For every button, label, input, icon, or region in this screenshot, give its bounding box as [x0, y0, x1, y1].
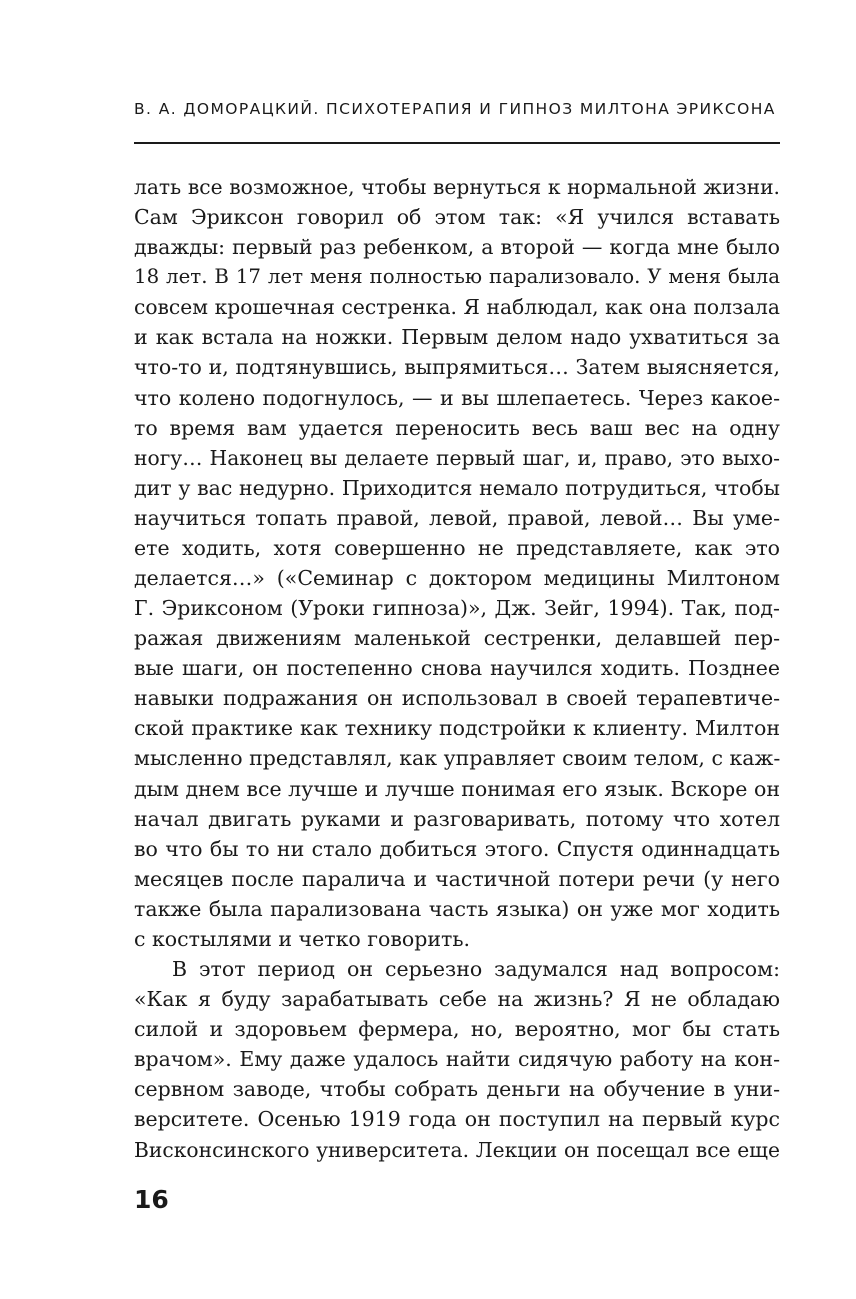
text-line: вые шаги, он постепенно снова научился ходить. Позднее — [134, 656, 780, 681]
text-line: совсем крошечная сестренка. Я наблюдал, как она ползала — [134, 295, 780, 320]
text-line: силой и здоровьем фермера, но, вероятно, мог бы стать — [134, 1017, 780, 1042]
text-line: научиться топать правой, левой, правой, левой… Вы уме- — [134, 505, 780, 530]
text-line: В этот период он серьезно задумался над вопросом: — [172, 957, 780, 982]
text-line: Висконсинского университета. Лекции он посещал все еще — [134, 1137, 780, 1162]
text-line: с костылями и четко говорить. — [134, 926, 471, 951]
text-line: «Как я буду зарабатывать себе на жизнь? Я не обладаю — [134, 987, 780, 1012]
text-line: и как встала на ножки. Первым делом надо ухватиться за — [134, 325, 780, 350]
text-line: во что бы то ни стало добиться этого. Спустя одиннадцать — [134, 836, 780, 861]
text-line: 18 лет. В 17 лет меня полностью парализовало. У меня была — [134, 265, 780, 289]
text-line: навыки подражания он использовал в своей терапевтиче- — [134, 686, 780, 711]
text-line: врачом». Ему даже удалось найти сидячую работу на кон- — [134, 1047, 780, 1072]
body-text — [134, 172, 780, 1165]
text-line: Сам Эриксон говорил об этом так: «Я учился вставать — [134, 205, 780, 230]
text-line: верситете. Осенью 1919 года он поступил на первый курс — [134, 1107, 780, 1132]
text-line: лать все возможное, чтобы вернуться к нормальной жизни. — [134, 175, 780, 199]
text-line: ете ходить, хотя совершенно не представляете, как это — [134, 535, 780, 560]
text-line: месяцев после паралича и частичной потери речи (у него — [134, 866, 780, 891]
text-line: то время вам удается переносить весь ваш вес на одну — [134, 415, 780, 440]
text-line: сервном заводе, чтобы собрать деньги на обучение в уни- — [134, 1077, 780, 1102]
text-line: Г. Эриксоном (Уроки гипноза)», Дж. Зейг, 1994). Так, под- — [134, 596, 780, 621]
text-line: ской практике как технику подстройки к клиенту. Милтон — [134, 716, 780, 741]
text-line: дит у вас недурно. Приходится немало потрудиться, чтобы — [134, 475, 780, 500]
text-line: мысленно представлял, как управляет своим телом, с каж- — [134, 746, 781, 771]
text-line: делается…» («Семинар с доктором медицины Милтоном — [134, 566, 780, 591]
running-head: В. А. ДОМОРАЦКИЙ. ПСИХОТЕРАПИЯ И ГИПНОЗ МИЛТОНА ЭРИКСОНА — [134, 100, 776, 118]
text-line: ногу… Наконец вы делаете первый шаг, и, право, это выхо- — [134, 445, 780, 470]
page-number: 16 — [134, 1185, 169, 1214]
text-line: что колено подогнулось, — и вы шлепаетесь. Через какое- — [134, 385, 780, 410]
text-line: также была парализована часть языка) он уже мог ходить — [134, 896, 780, 921]
text-line: ражая движениям маленькой сестренки, делавшей пер- — [134, 626, 780, 651]
text-line: начал двигать руками и разговаривать, потому что хотел — [134, 806, 780, 831]
text-line: дважды: первый раз ребенком, а второй — когда мне было — [134, 235, 780, 260]
header-rule — [134, 142, 780, 144]
text-line: что-то и, подтянувшись, выпрямиться… Затем выясняется, — [134, 355, 780, 380]
text-line: дым днем все лучше и лучше понимая его язык. Вскоре он — [134, 776, 780, 801]
